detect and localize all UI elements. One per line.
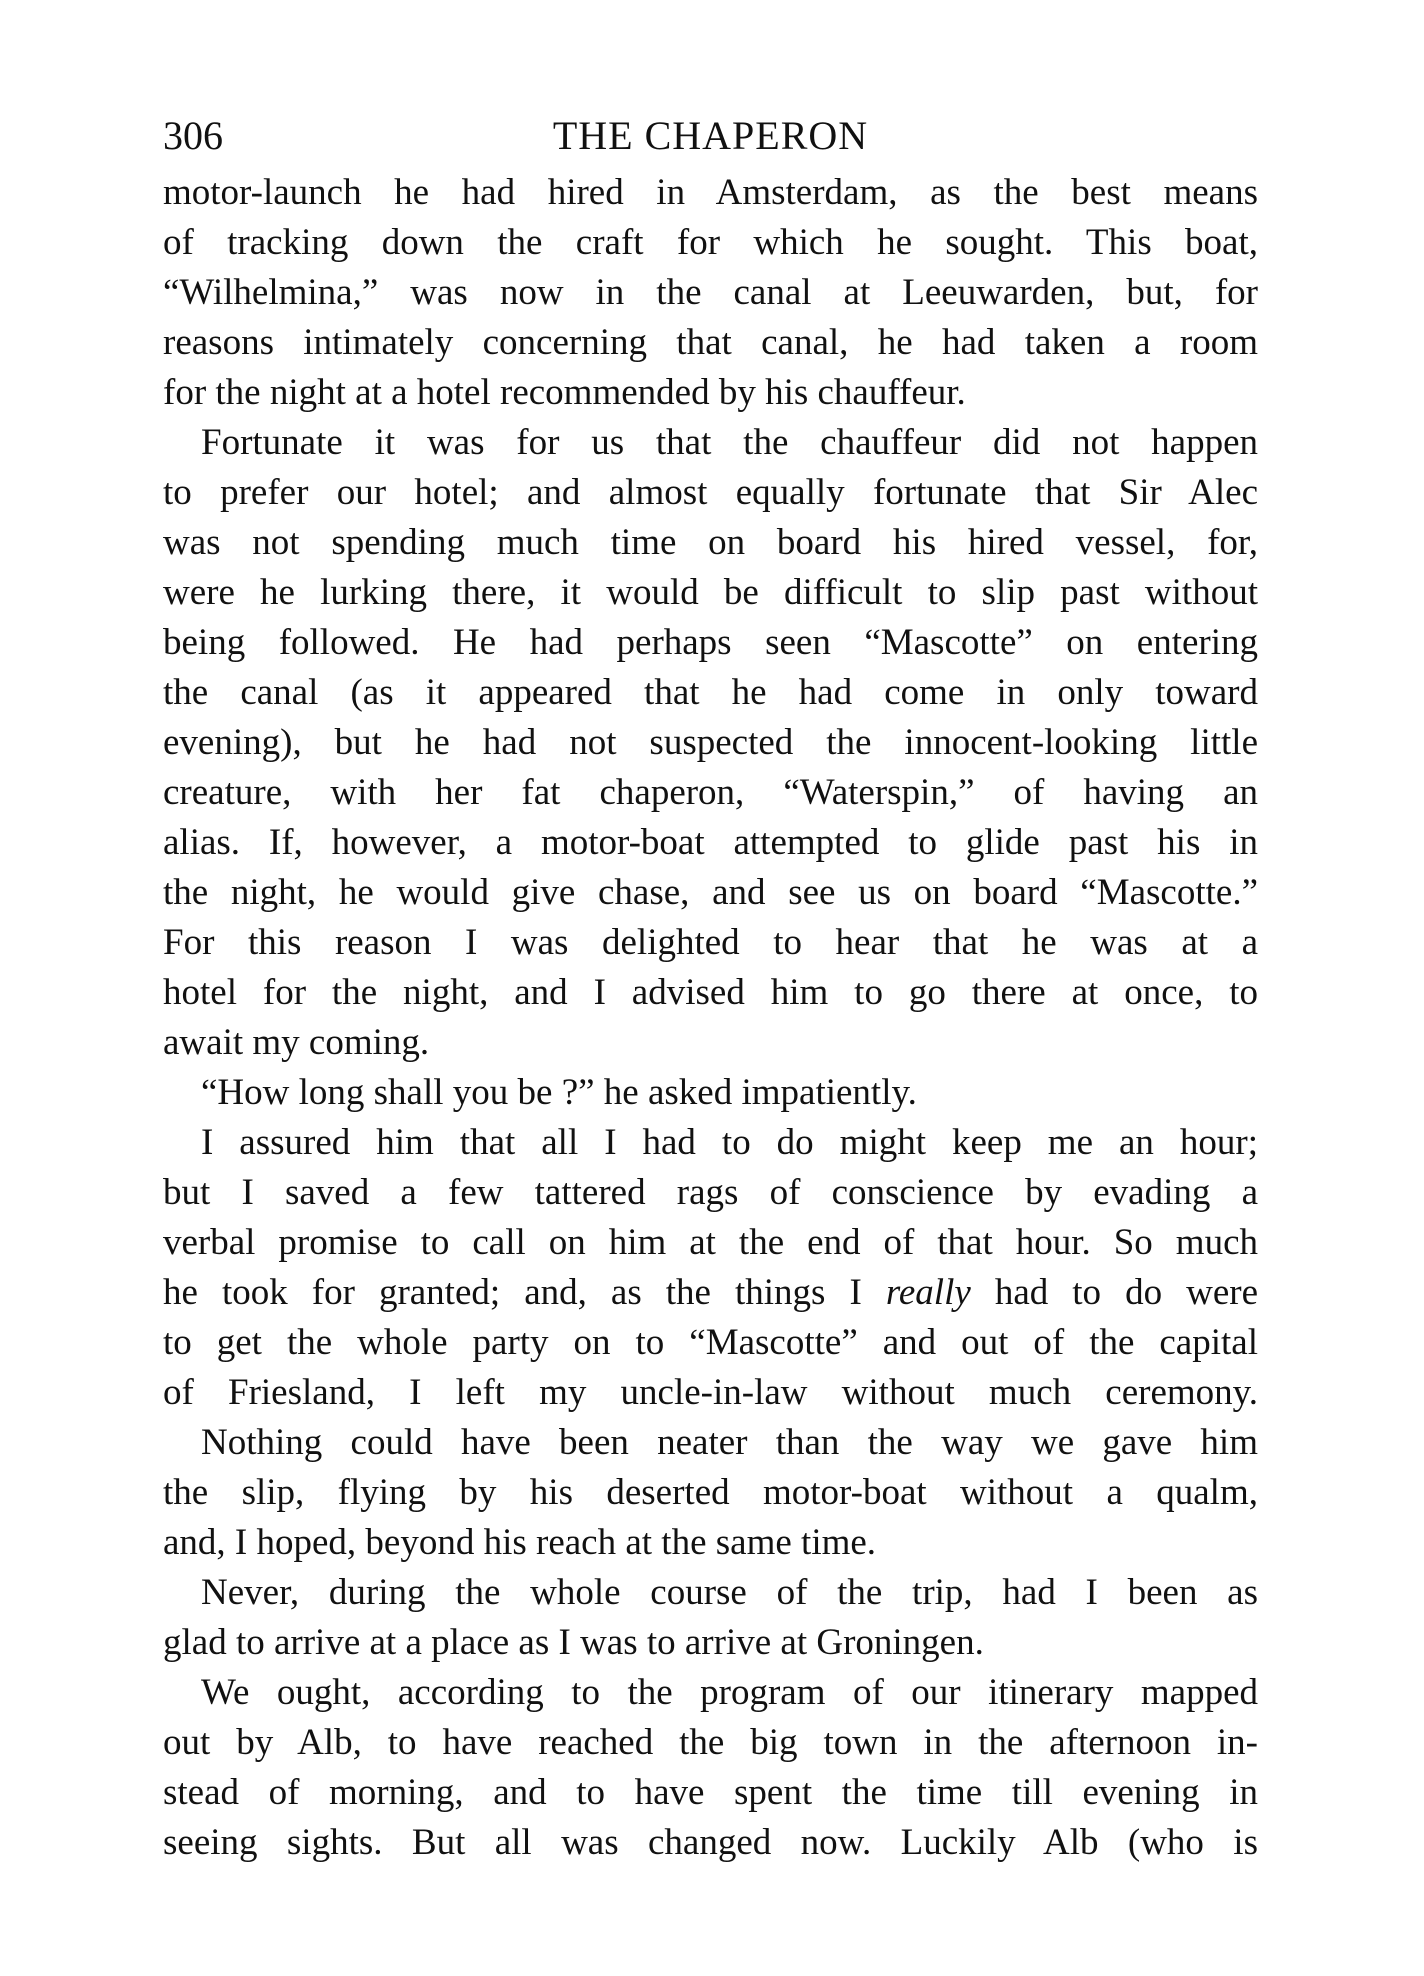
text-line: for the night at a hotel recommended by his chauffeur. [163,372,966,413]
running-head [163,108,1258,164]
text-line: verbal promise to call on him at the end of that hour. So much [163,1222,1258,1263]
text-line: seeing sights. But all was changed now. Luckily Alb (who is [163,1822,1258,1863]
text-line: of tracking down the craft for which he sought. This boat, [163,222,1258,263]
text-line: to prefer our hotel; and almost equally fortunate that Sir Alec [163,472,1258,513]
text-line: alias. If, however, a motor-boat attempted to glide past his in [163,822,1258,863]
text-line: “How long shall you be ?” he asked impatiently. [201,1072,917,1113]
text-line: reasons intimately concerning that canal, he had taken a room [163,322,1258,363]
body-text [163,168,1258,1868]
text-line: stead of morning, and to have spent the time till evening in [163,1772,1258,1813]
paragraph [163,168,1258,418]
paragraph [163,1568,1258,1668]
running-title: THE CHAPERON [552,113,869,158]
text-line: motor-launch he had hired in Amsterdam, as the best means [163,172,1258,213]
text-line: the slip, flying by his deserted motor-boat without a qualm, [163,1472,1258,1513]
text-line: “Wilhelmina,” was now in the canal at Leeuwarden, but, for [163,272,1258,313]
text-line: For this reason I was delighted to hear that he was at a [163,922,1258,963]
text-line: evening), but he had not suspected the innocent-looking little [163,722,1258,763]
page-number: 306 [163,113,223,158]
text-line: We ought, according to the program of our itinerary mapped [201,1672,1258,1713]
text-line: Never, during the whole course of the trip, had I been as [201,1572,1258,1613]
text-line: hotel for the night, and I advised him to go there at once, to [163,972,1258,1013]
paragraph [163,1418,1258,1568]
text-line: glad to arrive at a place as I was to arrive at Groningen. [163,1622,984,1663]
text-line: was not spending much time on board his hired vessel, for, [163,522,1258,563]
text-line: the canal (as it appeared that he had come in only toward [163,672,1258,713]
text-line: Fortunate it was for us that the chauffeur did not happen [201,422,1258,463]
paragraph [163,1118,1258,1418]
text-line: creature, with her fat chaperon, “Waterspin,” of having an [163,772,1258,813]
text-line: of Friesland, I left my uncle-in-law without much ceremony. [163,1372,1258,1413]
text-line: to get the whole party on to “Mascotte” and out of the capital [163,1322,1258,1363]
paragraph [163,1668,1258,1868]
text-line: being followed. He had perhaps seen “Mascotte” on entering [163,622,1258,663]
paragraph [163,1068,1258,1118]
text-line: were he lurking there, it would be difficult to slip past without [163,572,1258,613]
text-line: I assured him that all I had to do might keep me an hour; [201,1122,1258,1163]
paragraph [163,418,1258,1068]
text-line: Nothing could have been neater than the way we gave him [201,1422,1258,1463]
text-line: await my coming. [163,1022,430,1063]
text-line: and, I hoped, beyond his reach at the same time. [163,1522,877,1563]
text-line: but I saved a few tattered rags of conscience by evading a [163,1172,1258,1213]
emphasis: really [885,1272,971,1313]
text-line: the night, he would give chase, and see us on board “Mascotte.” [163,872,1258,913]
text-line: out by Alb, to have reached the big town in the afternoon in- [163,1722,1258,1763]
text-line: he took for granted; and, as the things I really had to do were [163,1272,1258,1313]
